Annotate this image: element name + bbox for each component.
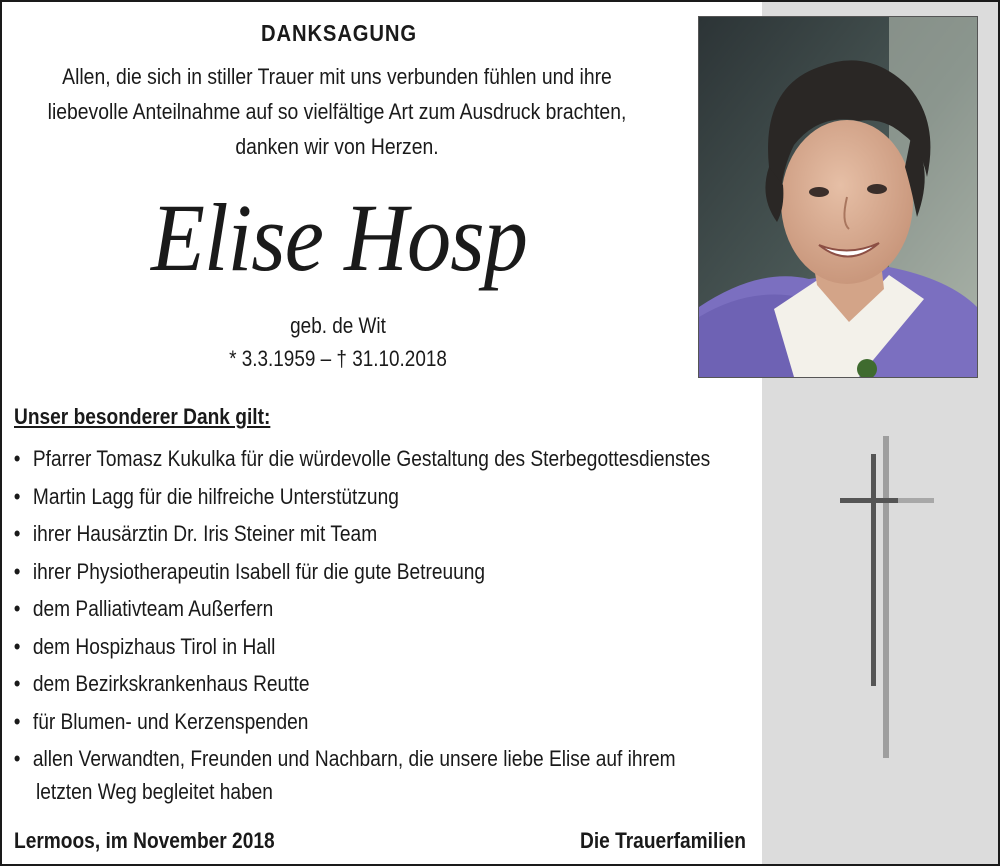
list-item: • dem Hospizhaus Tirol in Hall: [12, 628, 710, 666]
list-item: • für Blumen- und Kerzenspenden: [12, 703, 710, 741]
life-dates: * 3.3.1959 – † 31.10.2018: [229, 346, 447, 371]
thanks-list: [12, 440, 815, 778]
list-item: • ihrer Hausärztin Dr. Iris Steiner mit Team: [12, 515, 710, 553]
list-item: • Pfarrer Tomasz Kukulka für die würdevolle Gestaltung des Sterbegottesdienstes: [12, 440, 710, 478]
heading: DANKSAGUNG: [260, 20, 418, 46]
deceased-name: Elise Hosp: [151, 184, 527, 291]
list-item: • Martin Lagg für die hilfreiche Unterstützung: [12, 478, 710, 516]
intro-text: [48, 59, 627, 164]
list-item-continuation: letzten Weg begleitet haben: [36, 779, 273, 804]
cross-icon: [838, 432, 938, 762]
intro-line: danken wir von Herzen.: [235, 134, 439, 159]
portrait-image: [699, 17, 977, 377]
portrait-photo: [698, 16, 978, 378]
list-item: • ihrer Physiotherapeutin Isabell für die gute Betreuung: [12, 553, 710, 591]
signature-families: Die Trauerfamilien: [580, 828, 746, 853]
birth-name: geb. de Wit: [290, 313, 386, 338]
list-item: • dem Bezirkskrankenhaus Reutte: [12, 665, 710, 703]
list-item: • dem Palliativteam Außerfern: [12, 590, 710, 628]
list-item: • allen Verwandten, Freunden und Nachbarn, die unsere liebe Elise auf ihrem: [12, 740, 710, 778]
place-date: Lermoos, im November 2018: [14, 828, 275, 853]
thanks-title: Unser besonderer Dank gilt:: [14, 404, 271, 429]
intro-line: liebevolle Anteilnahme auf so vielfältige Art zum Ausdruck brachten,: [47, 99, 627, 124]
intro-line: Allen, die sich in stiller Trauer mit uns verbunden fühlen und ihre: [62, 64, 612, 89]
